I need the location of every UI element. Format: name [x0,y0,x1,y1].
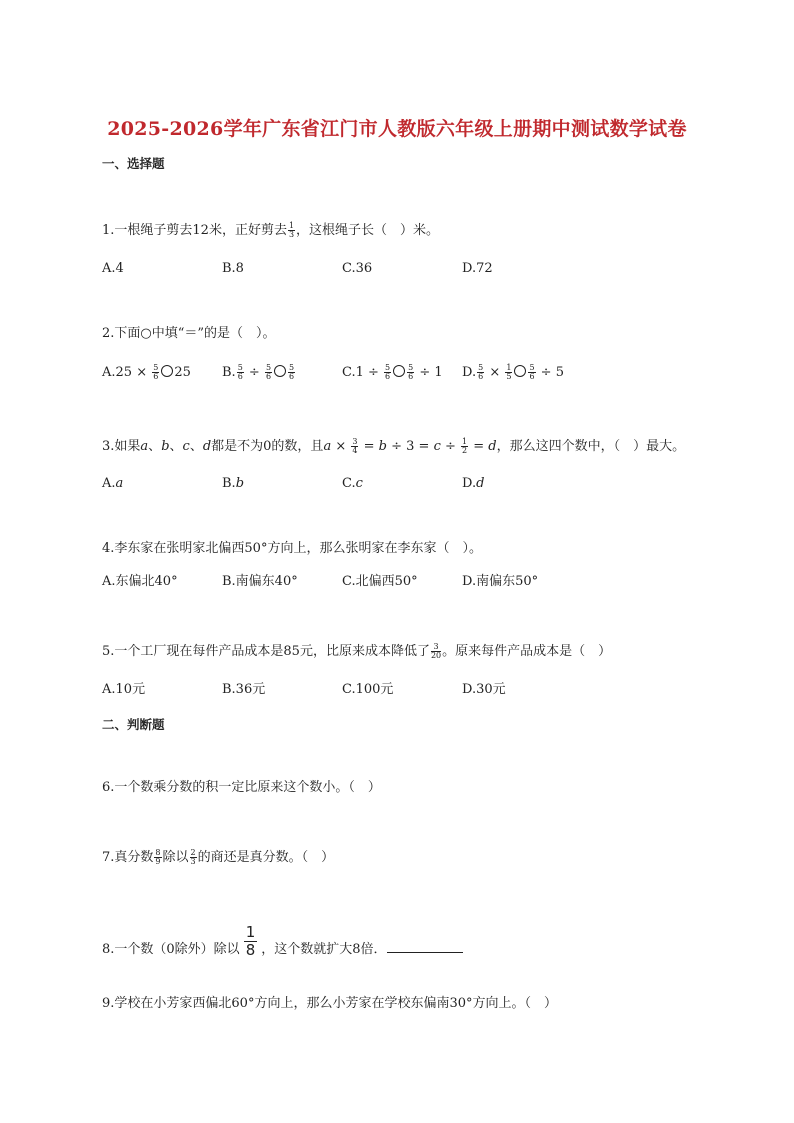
question-6: 6.一个数乘分数的积一定比原来这个数小。（ ） [102,780,381,795]
option-a[interactable]: A.a [102,476,124,491]
section-heading-choice: 一、选择题 [102,156,165,171]
option-b[interactable]: B. $\frac{5}{6}$ ÷ $\frac{5}{6}$ $\frac{5}{6}$ [222,363,295,381]
question-3-options [102,474,702,494]
question-5-options [102,680,702,700]
section-heading-judge: 二、判断题 [102,717,165,732]
question-8: 8.一个数（0除外）除以 $\frac{1}{8}$ ，这个数就扩大8倍． [102,932,463,967]
question-1-text-pre: 1.一根绳子剪去12米，正好剪去 [102,223,287,238]
question-4: 4.李东家在张明家北偏西50°方向上，那么张明家在李东家（ ）。 [102,541,482,556]
option-d[interactable]: D.d [462,476,485,491]
question-2-options [102,363,702,383]
question-1-text-post: ，这根绳子长（ ）米。 [296,223,440,238]
circle-blank-icon [514,365,526,377]
option-a[interactable]: A.25 × $\frac{5}{6}$ 25 [102,363,191,381]
fraction: $\frac{1}{8}$ [245,923,256,959]
circle-blank-icon [161,365,173,377]
question-7: 7.真分数 $\frac{8}{9}$ 除以 $\frac{2}{3}$ 的商还是真分数。（ ） [102,848,335,866]
option-d[interactable]: D.30元 [462,682,506,697]
question-2: 2.下面○中填“＝”的是（ ）。 [102,326,276,341]
option-c[interactable]: C.北偏西50° [342,574,418,589]
option-a[interactable]: A.10元 [102,682,146,697]
option-b[interactable]: B.南偏东40° [222,574,298,589]
option-d[interactable]: D.南偏东50° [462,574,539,589]
question-9: 9.学校在小芳家西偏北60°方向上，那么小芳家在学校东偏南30°方向上。（ ） [102,996,557,1011]
question-1 [102,221,439,241]
question-4-options [102,572,702,592]
option-c[interactable]: C.36 [342,261,373,276]
option-b[interactable]: B.b [222,476,245,491]
question-1-options [102,259,702,279]
option-b[interactable]: B.36元 [222,682,266,697]
option-d[interactable]: D.72 [462,261,493,276]
option-d[interactable]: D. $\frac{5}{6}$ × $\frac{1}{5}$ $\frac{5}{6}$ ÷ 5 [462,363,564,381]
fraction: $\frac{3}{20}$ [430,642,442,660]
exam-title: 2025-2026学年广东省江门市人教版六年级上册期中测试数学试卷 [107,118,687,140]
option-c[interactable]: C.c [342,476,363,491]
option-a[interactable]: A.东偏北40° [102,574,178,589]
option-c[interactable]: C.100元 [342,682,394,697]
fraction: $\frac{1}{3}$ [288,221,295,239]
option-b[interactable]: B.8 [222,261,244,276]
circle-blank-icon [393,365,405,377]
option-c[interactable]: C.1 ÷ $\frac{5}{6}$ $\frac{5}{6}$ ÷ 1 [342,363,443,381]
question-5: 5.一个工厂现在每件产品成本是85元，比原来成本降低了 $\frac{3}{20}$ 。原来每件产品成本是（ ） [102,642,612,660]
question-3: 3.如果a、b、c、d都是不为0的数，且a × $\frac{3}{4}$ = b ÷ 3 = c ÷ $\frac{1}{2}$ = d，那么这四个数中，（ ）最大。 [102,437,686,455]
answer-blank[interactable] [387,940,463,953]
circle-blank-icon [274,365,286,377]
option-a[interactable]: A.4 [102,261,124,276]
